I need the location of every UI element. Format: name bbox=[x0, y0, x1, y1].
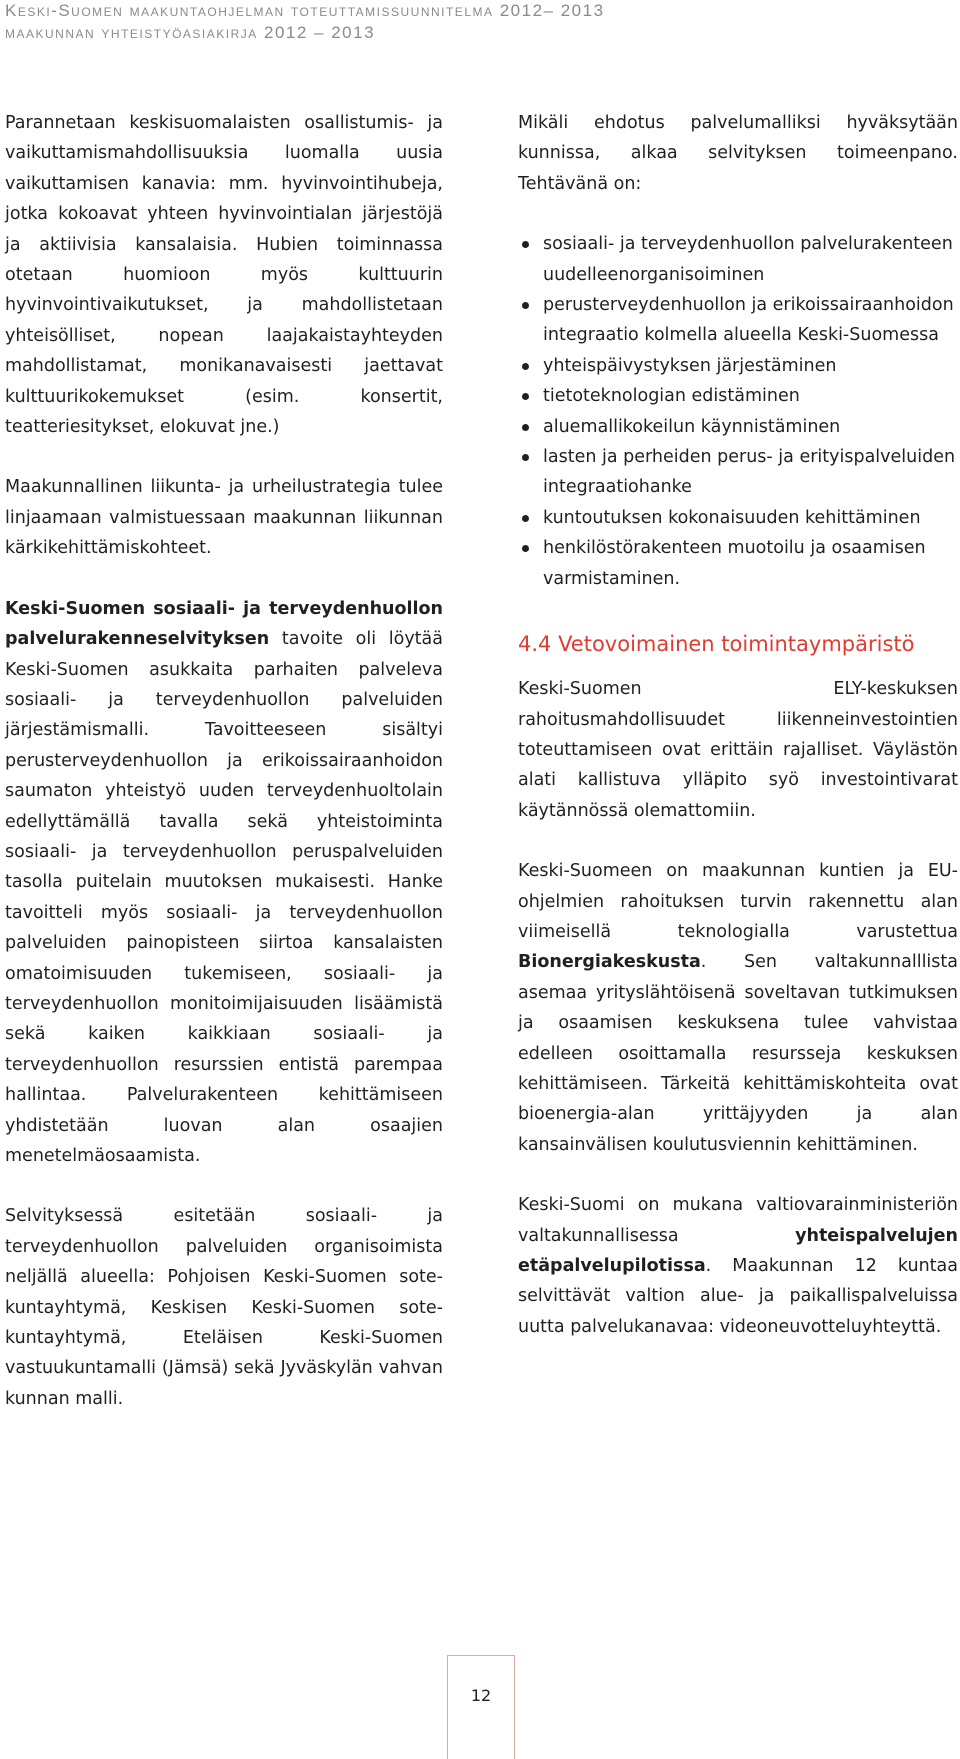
paragraph-regions: Selvityksessä esitetään sosiaali- ja terveydenhuollon palveluiden organisoimista neljällä alueella: Pohjoisen Keski-Suomen sote-kuntayhtymä, Keskisen Keski-Suomen sote-kuntayhtymä, Eteläisen Keski-Suomen vastuukuntamalli (Jämsä) sekä Jyväskylän vahvan kunnan malli. bbox=[5, 1206, 443, 1409]
paragraph-service-structure bbox=[5, 594, 443, 1172]
paragraph-bioenergy bbox=[518, 856, 958, 1160]
list-item: tietoteknologian edistäminen bbox=[518, 381, 958, 411]
header-subtitle: maakunnan yhteistyöasiakirja 2012 – 2013 bbox=[5, 23, 376, 42]
list-item: perusterveydenhuollon ja erikoissairaanhoidon integraatio kolmella alueella Keski-Suomessa bbox=[518, 290, 958, 351]
bold-term-bioenergy-center: Bionergiakeskusta bbox=[518, 952, 701, 973]
list-item: henkilöstörakenteen muotoilu ja osaamisen varmistaminen. bbox=[518, 533, 958, 594]
bold-term-remote-pilot: yhteispalvelujen etäpalvelupilotissa bbox=[518, 1225, 958, 1276]
list-item: kuntoutuksen kokonaisuuden kehittäminen bbox=[518, 503, 958, 533]
paragraph-participation: Parannetaan keskisuomalaisten osallistumis- ja vaikuttamismahdollisuuksia luomalla uusia vaikuttamisen kanavia: mm. hyvinvointihubeja, jotka kokoavat yhteen hyvinvointialan järjestöjä ja aktiivisia kansalaisia. Hubien toiminnassa otetaan huomioon myös kulttuurin hyvinvointivaikutukset, ja mahdollistetaan yhteisölliset, nopean laajakaistayhteyden mahdollistamat, monikanavaisesti jaettavat kulttuurikokemukset (esim. konsertit, teatteriesitykset, elokuvat jne.) bbox=[5, 113, 443, 438]
running-header bbox=[5, 0, 605, 44]
paragraph-service-structure-text: tavoite oli löytää Keski-Suomen asukkaita parhaiten palveleva sosiaali- ja terveydenhuollon palveluiden järjestämismalli. Tavoitteeseen sisältyi perusterveydenhuollon ja erikoissairaanhoidon saumaton yhteistyö uuden terveydenhuoltolain edellyttämällä tavalla sekä yhteistoiminta sosiaali- ja terveydenhuollon peruspalveluiden tasolla puitelain muutoksen mukaisesti. Hanke tavoitteli myös sosiaali- ja terveydenhuollon palveluiden painopisteen siirtoa kansalaisten omatoimisuuden tukemiseen, sosiaali- ja terveydenhuollon monitoimijaisuuden lisäämistä sekä kaiken kaikkiaan sosiaali- ja terveydenhuollon resurssien entistä parempaa hallintaa. Palvelurakenteen kehittämiseen yhdistetään luovan alan osaajien menetelmäosaamista. bbox=[5, 629, 443, 1166]
paragraph-bioenergy-text-end: . Sen valtakunnalllista asemaa yrityslähtöisenä soveltavan tutkimuksen ja osaamisen keskuksena tulee vahvistaa edelleen osoittamalla resursseja keskuksen kehittämiseen. Tärkeitä kehittämiskohteita ovat bioenergia-alan yrittäjyyden ja alan kansainvälisen koulutusviennin kehittäminen. bbox=[518, 952, 958, 1155]
paragraph-sports-strategy: Maakunnallinen liikunta- ja urheilustrategia tulee linjaamaan valmistuessaan maakunnan liikunnan kärkikehittämiskohteet. bbox=[5, 477, 443, 559]
list-item: yhteispäivystyksen järjestäminen bbox=[518, 351, 958, 381]
paragraph-implementation-intro: Mikäli ehdotus palvelumalliksi hyväksytään kunnissa, alkaa selvityksen toimeenpano. Tehtävänä on: bbox=[518, 113, 958, 194]
paragraph-ely-funding: Keski-Suomen ELY-keskuksen rahoitusmahdollisuudet liikenneinvestointien toteuttamiseen ovat erittäin rajalliset. Väylästön alati kallistuva ylläpito syö investointivarat käytännössä olemattomiin. bbox=[518, 679, 958, 821]
list-item: sosiaali- ja terveydenhuollon palvelurakenteen uudelleenorganisoiminen bbox=[518, 229, 958, 290]
left-column bbox=[5, 108, 443, 1444]
paragraph-remote-services bbox=[518, 1190, 958, 1342]
paragraph-remote-services-text-end: . Maakunnan 12 kuntaa selvittävät valtion alue- ja paikallispalveluissa uutta palvelukanavaa: videoneuvotteluyhteyttä. bbox=[518, 1256, 958, 1337]
paragraph-bioenergy-text-start: Keski-Suomeen on maakunnan kuntien ja EU- ohjelmien rahoituksen turvin rakennettu alan viimeisellä teknologialla varustettua bbox=[518, 861, 958, 942]
section-heading: 4.4 Vetovoimainen toimintaympäristö bbox=[518, 632, 915, 657]
page-number: 12 bbox=[470, 1686, 492, 1705]
paragraph-remote-services-text-start: Keski-Suomi on mukana valtiovarainministeriön valtakunnallisessa bbox=[518, 1195, 958, 1246]
header-title: Keski-Suomen maakuntaohjelman toteuttamissuunnitelma 2012– 2013 bbox=[5, 1, 605, 20]
bold-term-service-review: Keski-Suomen sosiaali- ja terveydenhuollon palvelurakenneselvityksen bbox=[5, 598, 443, 650]
list-item: aluemallikokeilun käynnistäminen bbox=[518, 412, 958, 442]
right-column bbox=[518, 108, 958, 1372]
page-number-tab bbox=[447, 1655, 515, 1759]
list-item: lasten ja perheiden perus- ja erityispalveluiden integraatiohanke bbox=[518, 442, 958, 503]
task-list bbox=[518, 229, 958, 594]
